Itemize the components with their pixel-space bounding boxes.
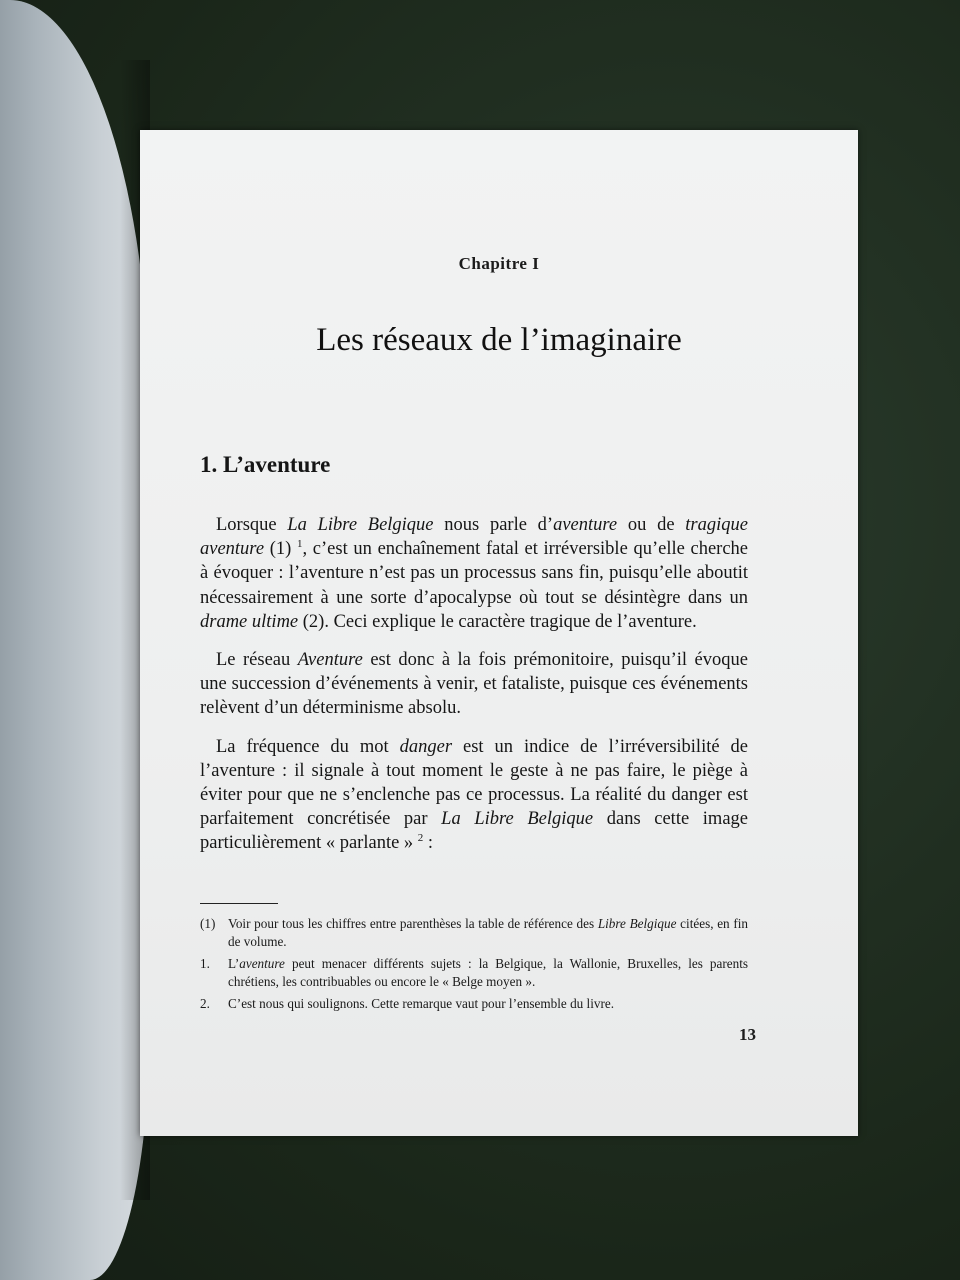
footnote-rule (200, 903, 278, 904)
chapter-title: Les réseaux de l’imaginaire (316, 322, 682, 358)
paragraph-2: Le réseau Aventure est donc à la fois prémonitoire, puisqu’il évoque une succession d’événements à venir, et fataliste, puisque ces événements relèvent d’un déterminisme absolu. (200, 650, 748, 719)
book-page (140, 130, 858, 1136)
body-text (200, 513, 748, 870)
page-number: 13 (739, 1025, 756, 1044)
paragraph-1: Lorsque La Libre Belgique nous parle d’aventure ou de tragique aventure (1) $^1$, c’est un enchaînement fatal et irréversible qu’elle cherche à évoquer : l’aventure n’est pas un processus sans fin, puisqu’elle aboutit nécessairement à une sorte d’apocalypse où tout se désintègre dans un drame ultime (2). Ceci explique le caractère tragique de l’aventure. (200, 515, 748, 632)
footnotes (200, 915, 748, 1017)
footnote-1: 1. L’aventure peut menacer différents sujets : la Belgique, la Wallonie, Bruxelles, les parents chrétiens, les contribuables ou encore le « Belge moyen ». (200, 956, 748, 989)
footnote-0: (1) Voir pour tous les chiffres entre parenthèses la table de référence des Libre Belgique citées, en fin de volume. (200, 916, 749, 949)
paragraph-3: La fréquence du mot danger est un indice de l’irréversibilité de l’aventure : il signale à tout moment le geste à ne pas faire, le piège à éviter pour que ne s’enclenche pas ce processus. La réalité du danger est parfaitement concrétisée par La Libre Belgique dans cette image particulièrement « parlante » $^2$ : (200, 736, 748, 854)
footnote-ref-2: 2 (417, 832, 424, 845)
section-heading: 1. L’aventure (200, 452, 331, 477)
footnote-2: 2. C’est nous qui soulignons. Cette remarque vaut pour l’ensemble du livre. (200, 996, 615, 1011)
chapter-label: Chapitre I (458, 254, 540, 273)
footnote-ref-1: 1 (296, 538, 303, 551)
